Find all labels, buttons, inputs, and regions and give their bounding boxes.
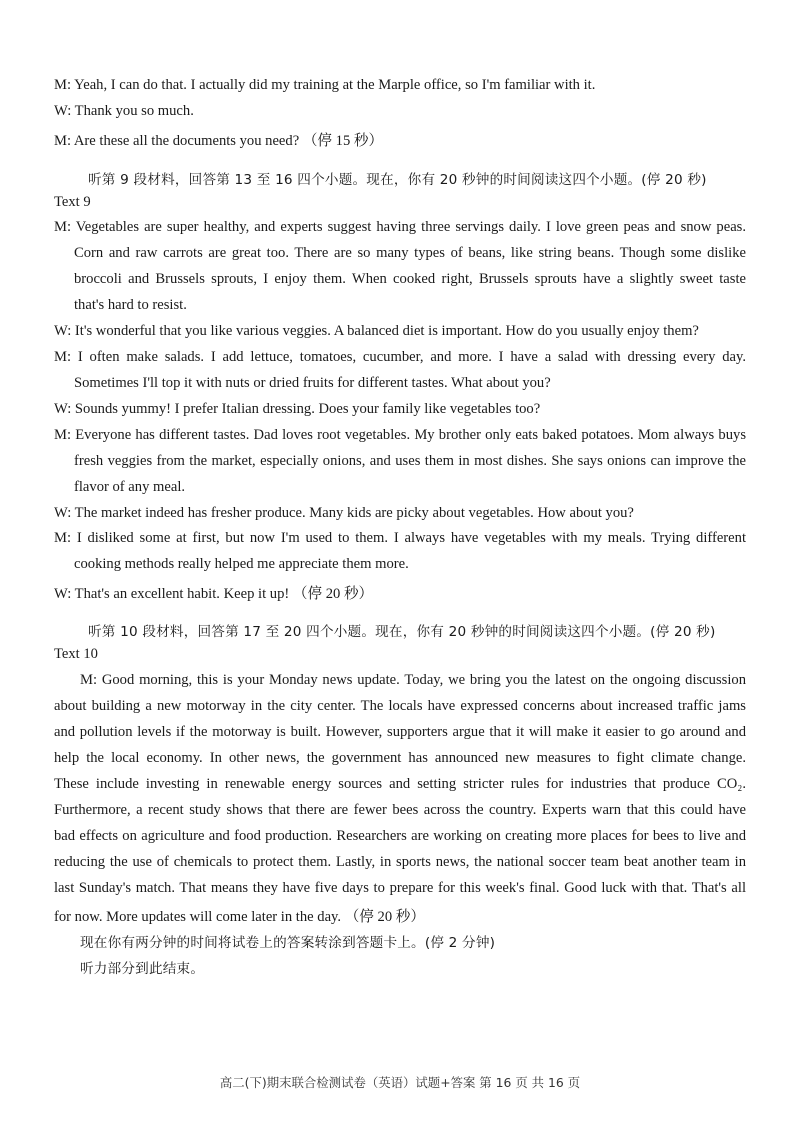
text9-line: W: That's an excellent habit. Keep it up! （停 20 秒） — [54, 586, 374, 602]
text9-line: M: I often make salads. I add lettuce, tomatoes, cucumber, and more. I have a salad with dressing every day. — [54, 349, 746, 365]
text9-line: Corn and raw carrots are great too. There are so many types of beans, like string beans. Though some dislike — [74, 245, 746, 261]
text9-line: Sometimes I'll top it with nuts or dried fruits for different tastes. What about you? — [74, 375, 551, 391]
text10-line: help the local economy. In other news, the government has announced new measures to fight climate change. — [54, 750, 746, 766]
closing-end: 听力部分到此结束。 — [80, 961, 205, 977]
dialogue-line: M: Are these all the documents you need? （停 15 秒） — [54, 133, 384, 149]
text9-line: cooking methods really helped me appreciate them more. — [74, 556, 409, 572]
text9-line: broccoli and Brussels sprouts, I enjoy them. When cooked right, Brussels sprouts have a slightly sweet taste — [74, 271, 746, 287]
text9-line: fresh veggies from the market, especially onions, and uses them in most dishes. She says onions can improve the — [74, 453, 746, 469]
text10-line: M: Good morning, this is your Monday news update. Today, we bring you the latest on the ongoing discussion — [80, 672, 746, 688]
text9-line: W: The market indeed has fresher produce. Many kids are picky about vegetables. How about you? — [54, 505, 634, 521]
text9-line: M: I disliked some at first, but now I'm used to them. I always have vegetables with my meals. Trying different — [54, 530, 746, 546]
section-10-instruction: 听第 10 段材料，回答第 17 至 20 四个小题。现在，你有 20 秒钟的时间阅读这四个小题。(停 20 秒) — [88, 624, 716, 640]
text10-line: and pollution levels if the motorway is built. However, supporters argue that it will make it easier to go around and — [54, 724, 746, 740]
text10-line: about building a new motorway in the city center. The locals have expressed concerns about increased traffic jams — [54, 698, 746, 714]
section-9-instruction: 听第 9 段材料，回答第 13 至 16 四个小题。现在，你有 20 秒钟的时间阅读这四个小题。(停 20 秒) — [88, 172, 707, 188]
text9-line: M: Vegetables are super healthy, and experts suggest having three servings daily. I love green peas and snow peas. — [54, 219, 746, 235]
text10-line: Furthermore, a recent study shows that there are fewer bees across the country. Experts warn that this could have — [54, 802, 746, 818]
text9-line: flavor of any meal. — [74, 479, 186, 495]
text9-line: that's hard to resist. — [74, 297, 187, 313]
dialogue-line: M: Yeah, I can do that. I actually did my training at the Marple office, so I'm familiar with it. — [54, 77, 596, 93]
text10-line: reducing the use of chemicals to protect them. Lastly, in sports news, the national soccer team beat another team in — [54, 854, 746, 870]
text9-line: W: Sounds yummy! I prefer Italian dressing. Does your family like vegetables too? — [54, 401, 541, 417]
text10-line: These include investing in renewable energy sources and setting stricter rules for industries that produce CO₂. — [54, 776, 746, 792]
text10-line: bad effects on agriculture and food production. Researchers are working on creating more places for bees to live and — [54, 828, 746, 844]
section-9-title: Text 9 — [54, 194, 91, 210]
text9-line: M: Everyone has different tastes. Dad loves root vegetables. My brother only eats baked potatoes. Mom always buys — [54, 427, 746, 443]
text10-line: for now. More updates will come later in the day. （停 20 秒） — [54, 909, 425, 925]
dialogue-line: W: Thank you so much. — [54, 103, 194, 119]
closing-instruction: 现在你有两分钟的时间将试卷上的答案转涂到答题卡上。(停 2 分钟) — [80, 935, 496, 951]
text10-line: last Sunday's match. That means they have five days to prepare for this week's final. Good luck with that. That's all — [54, 880, 746, 896]
page-footer: 高二(下)期末联合检测试卷（英语）试题+答案 第 16 页 共 16 页 — [219, 1075, 581, 1090]
section-10-title: Text 10 — [54, 646, 98, 662]
text9-line: W: It's wonderful that you like various veggies. A balanced diet is important. How do you usually enjoy them? — [54, 323, 699, 339]
